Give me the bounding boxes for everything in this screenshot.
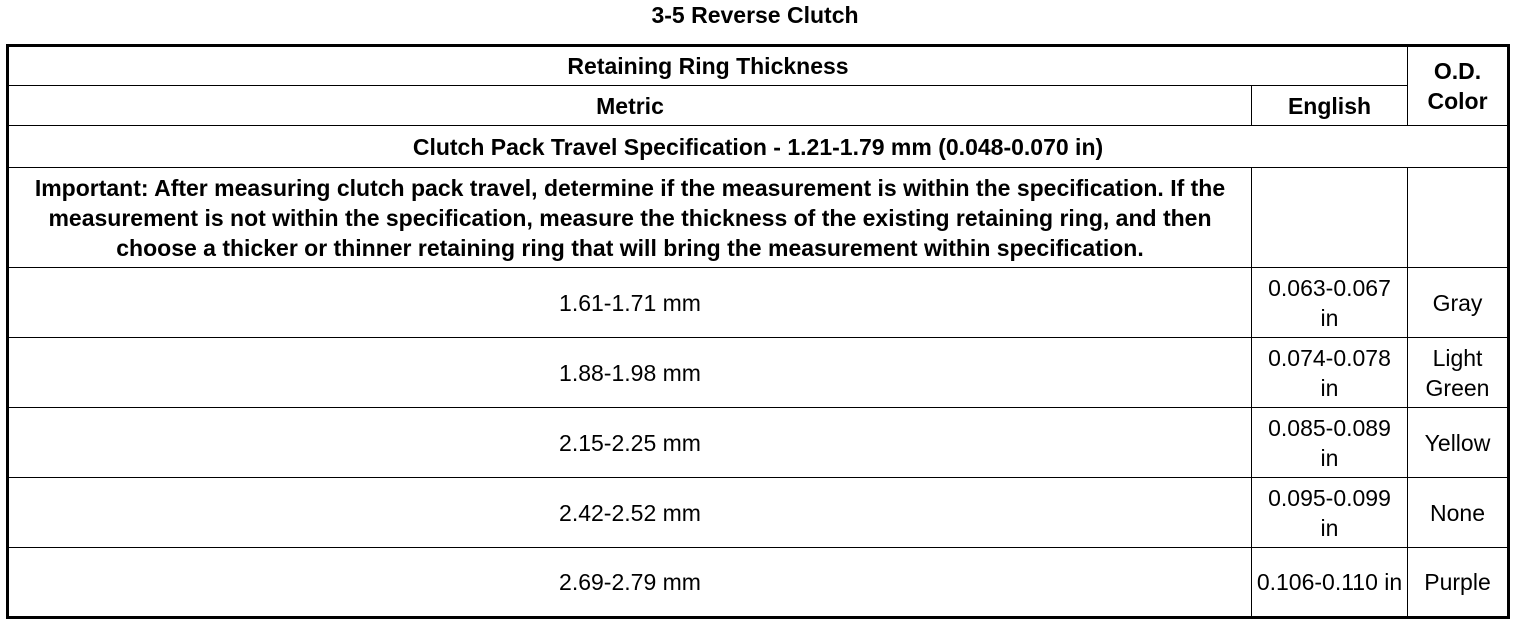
english-header: English (1252, 86, 1408, 126)
table-row (8, 548, 1509, 618)
english-value: 0.085-0.089 in (1252, 408, 1408, 478)
od-color-header-line1: O.D. (1433, 58, 1482, 84)
table-row (8, 338, 1509, 408)
od-color-header-line2: Color (1427, 88, 1488, 114)
header-row-units (8, 86, 1509, 126)
metric-value: 2.69-2.79 mm (8, 548, 1252, 618)
od-color-value: Gray (1408, 268, 1509, 338)
od-color-value: Light Green (1408, 338, 1509, 408)
metric-header: Metric (8, 86, 1252, 126)
english-value: 0.106-0.110 in (1252, 548, 1408, 618)
important-note: Important: After measuring clutch pack travel, determine if the measurement is within the specification. If the measurement is not within the specification, measure the thickness of the existing retaining ring, and then choose a thicker or thinner retaining ring that will bring the measurement within specification. (8, 168, 1252, 268)
retaining-ring-table (6, 44, 1510, 619)
table-row (8, 478, 1509, 548)
od-color-header (1408, 46, 1509, 126)
metric-value: 2.42-2.52 mm (8, 478, 1252, 548)
table-row (8, 268, 1509, 338)
clutch-pack-travel-specification: Clutch Pack Travel Specification - 1.21-1.79 mm (0.048-0.070 in) (8, 126, 1509, 168)
metric-value: 1.88-1.98 mm (8, 338, 1252, 408)
empty-cell (1408, 168, 1509, 268)
od-color-value: None (1408, 478, 1509, 548)
metric-value: 2.15-2.25 mm (8, 408, 1252, 478)
od-color-value: Yellow (1408, 408, 1509, 478)
english-value: 0.074-0.078 in (1252, 338, 1408, 408)
specification-row (8, 126, 1509, 168)
empty-cell (1252, 168, 1408, 268)
retaining-ring-thickness-header: Retaining Ring Thickness (8, 46, 1408, 86)
important-note-row (8, 168, 1509, 268)
header-row-top (8, 46, 1509, 86)
od-color-value: Purple (1408, 548, 1509, 618)
table-row (8, 408, 1509, 478)
english-value: 0.063-0.067 in (1252, 268, 1408, 338)
metric-value: 1.61-1.71 mm (8, 268, 1252, 338)
table-title: 3-5 Reverse Clutch (651, 2, 859, 28)
english-value: 0.095-0.099 in (1252, 478, 1408, 548)
